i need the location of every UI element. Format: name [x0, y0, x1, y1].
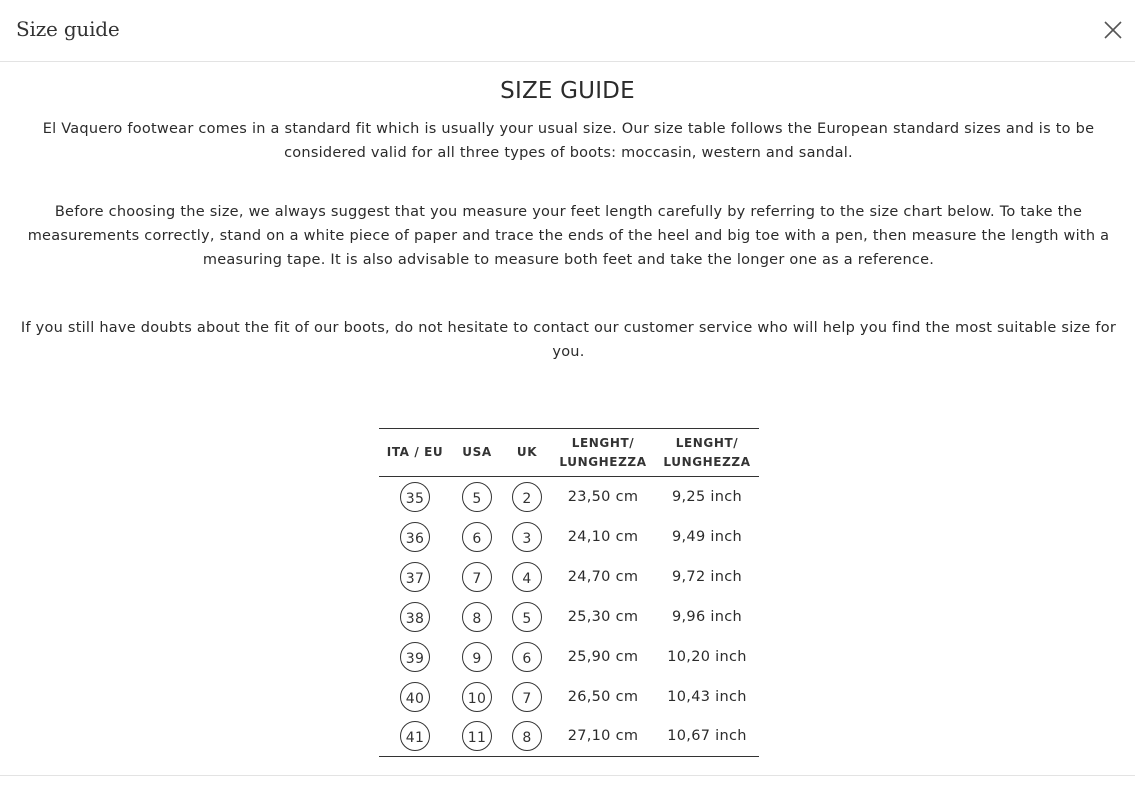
intro-paragraph: El Vaquero footwear comes in a standard fit which is usually your usual size. Our size table follows the European standard sizes and is to be considered valid for all three types of boots: moccasin, western and sandal. [42, 121, 1095, 161]
eu-size: 35 [400, 482, 430, 512]
length-inch: 10,20 inch [667, 648, 747, 665]
size-table [379, 428, 759, 757]
uk-size: 8 [512, 721, 542, 751]
table-row [379, 677, 759, 717]
length-inch: 9,72 inch [672, 568, 742, 585]
table-row [379, 597, 759, 637]
modal-title: Size guide [16, 17, 120, 41]
usa-size: 8 [462, 602, 492, 632]
size-guide-content [0, 62, 1135, 774]
table-row [379, 717, 759, 757]
length-inch: 10,43 inch [667, 688, 747, 705]
eu-size: 37 [400, 562, 430, 592]
measure-paragraph: Before choosing the size, we always suggest that you measure your feet length carefully by referring to the size chart below. To take the measurements correctly, stand on a white piece of paper and trace the ends of the heel and big toe with a pen, then measure the length with a measuring tape. It is also advisable to measure both feet and take the longer one as a reference. [27, 204, 1110, 268]
uk-size: 4 [512, 562, 542, 592]
contact-paragraph: If you still have doubts about the fit of our boots, do not hesitate to contact our customer service who will help you find the most suitable size for you. [20, 320, 1117, 360]
usa-size: 11 [462, 721, 492, 751]
table-row [379, 637, 759, 677]
modal-header [0, 0, 1135, 62]
length-inch: 10,67 inch [667, 728, 747, 745]
table-row [379, 557, 759, 597]
eu-size: 36 [400, 522, 430, 552]
close-icon [1101, 18, 1125, 42]
uk-size: 3 [512, 522, 542, 552]
eu-size: 40 [400, 682, 430, 712]
length-cm: 25,30 cm [567, 608, 639, 625]
table-row [379, 477, 759, 517]
table-row [379, 517, 759, 557]
header-length-cm-line1: LENGHT/ [571, 435, 635, 450]
footer-divider [0, 775, 1135, 776]
usa-size: 9 [462, 642, 492, 672]
length-cm: 25,90 cm [567, 648, 639, 665]
eu-size: 38 [400, 602, 430, 632]
length-cm: 24,10 cm [567, 528, 639, 545]
usa-size: 10 [462, 682, 492, 712]
length-cm: 27,10 cm [567, 728, 639, 745]
uk-size: 2 [512, 482, 542, 512]
header-length-inch-line2: LUNGHEZZA [663, 454, 751, 469]
page-title: SIZE GUIDE [500, 78, 635, 104]
uk-size: 5 [512, 602, 542, 632]
eu-size: 39 [400, 642, 430, 672]
eu-size: 41 [400, 721, 430, 751]
usa-size: 7 [462, 562, 492, 592]
header-length-cm [551, 429, 655, 477]
length-cm: 26,50 cm [567, 688, 639, 705]
usa-size: 5 [462, 482, 492, 512]
close-button[interactable] [1101, 18, 1125, 42]
length-inch: 9,49 inch [672, 528, 742, 545]
header-length-inch-line1: LENGHT/ [675, 435, 739, 450]
length-inch: 9,96 inch [672, 608, 742, 625]
header-ita-eu: ITA / EU [386, 445, 444, 459]
header-uk: UK [516, 445, 538, 459]
length-cm: 23,50 cm [567, 488, 639, 505]
uk-size: 6 [512, 642, 542, 672]
length-inch: 9,25 inch [672, 488, 742, 505]
length-cm: 24,70 cm [567, 568, 639, 585]
uk-size: 7 [512, 682, 542, 712]
header-length-cm-line2: LUNGHEZZA [559, 454, 647, 469]
table-header-row [379, 429, 759, 477]
usa-size: 6 [462, 522, 492, 552]
header-length-inch [655, 429, 759, 477]
header-usa: USA [462, 445, 492, 459]
